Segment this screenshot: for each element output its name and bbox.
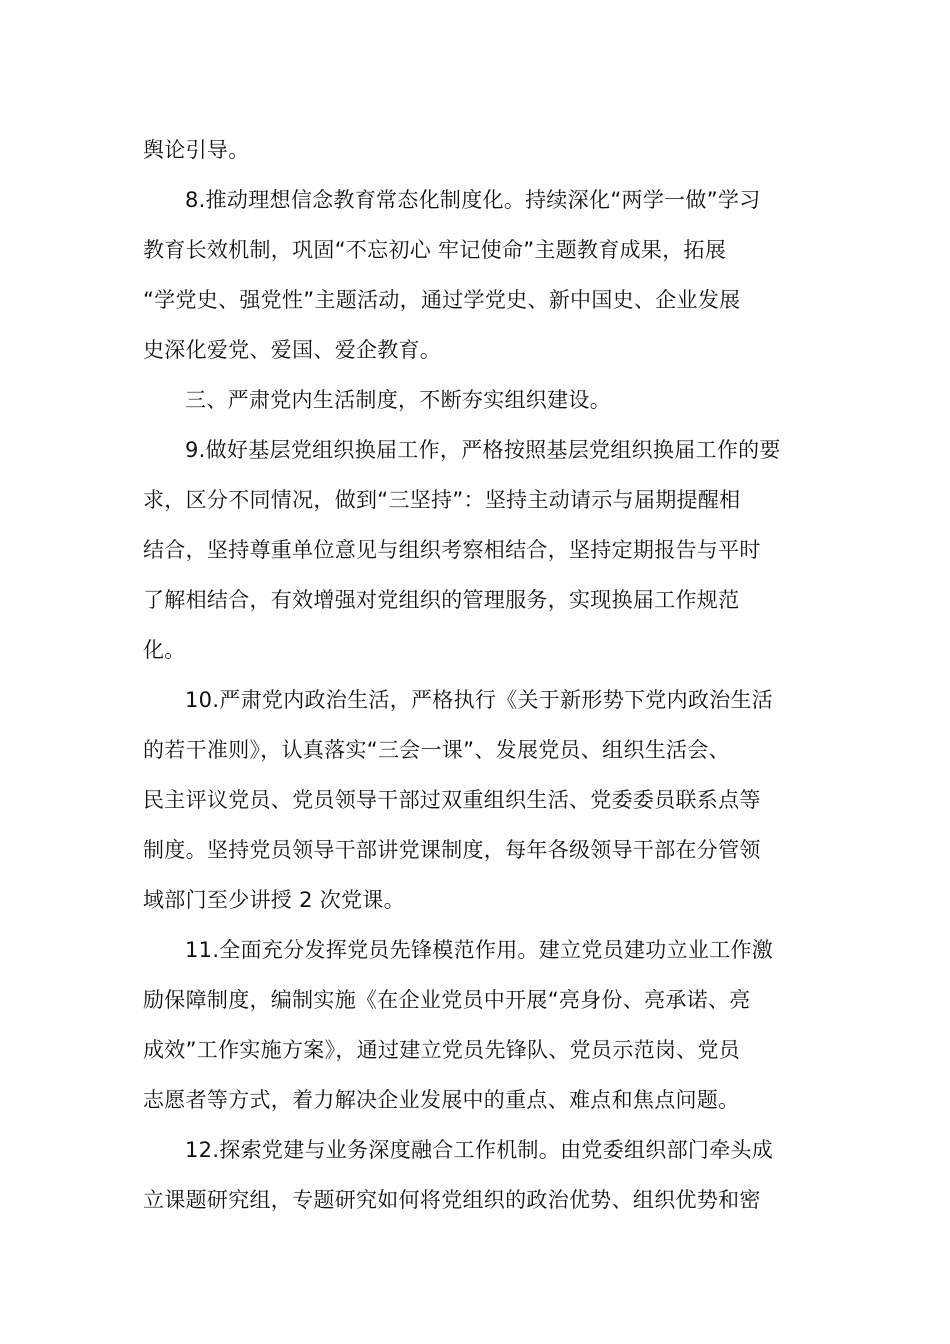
text-line: “学党史、强党性”主题活动，通过学党史、新中国史、企业发展 bbox=[143, 288, 741, 312]
paragraph-8-line-1: 8.推动理想信念教育常态化制度化。持续深化“两学一做”学习 bbox=[185, 188, 761, 212]
text-line: 求，区分不同情况，做到“三坚持”：坚持主动请示与届期提醒相 bbox=[143, 488, 741, 512]
text-line: 立课题研究组，专题研究如何将党组织的政治优势、组织优势和密 bbox=[143, 1188, 761, 1212]
text-line: 制度。坚持党员领导干部讲党课制度，每年各级领导干部在分管领 bbox=[143, 838, 761, 862]
text-line: 教育长效机制，巩固“不忘初心 牢记使命”主题教育成果，拓展 bbox=[143, 238, 727, 262]
paragraph-10-line-1: 10.严肃党内政治生活，严格执行《关于新形势下党内政治生活 bbox=[185, 688, 774, 712]
text-line: 化。 bbox=[143, 638, 186, 662]
text-line: 励保障制度，编制实施《在企业党员中开展“亮身份、亮承诺、亮 bbox=[143, 988, 751, 1012]
text-line: 志愿者等方式，着力解决企业发展中的重点、难点和焦点问题。 bbox=[143, 1088, 740, 1112]
text-line: 的若干准则》，认真落实“三会一课”、发展党员、组织生活会、 bbox=[143, 738, 730, 762]
text-line: 结合，坚持尊重单位意见与组织考察相结合，坚持定期报告与平时 bbox=[143, 538, 761, 562]
text-line: 舆论引导。 bbox=[143, 138, 250, 162]
paragraph-12-line-1: 12.探索党建与业务深度融合工作机制。由党委组织部门牵头成 bbox=[185, 1138, 774, 1162]
text-line: 成效”工作实施方案》，通过建立党员先锋队、党员示范岗、党员 bbox=[143, 1038, 741, 1062]
text-line: 域部门至少讲授 2 次党课。 bbox=[143, 888, 405, 912]
paragraph-11-line-1: 11.全面充分发挥党员先锋模范作用。建立党员建功立业工作激 bbox=[185, 938, 774, 962]
text-line: 了解相结合，有效增强对党组织的管理服务，实现换届工作规范 bbox=[143, 588, 740, 612]
paragraph-9-line-1: 9.做好基层党组织换届工作，严格按照基层党组织换届工作的要 bbox=[185, 438, 781, 462]
section-heading: 三、严肃党内生活制度，不断夯实组织建设。 bbox=[185, 388, 611, 412]
document-body bbox=[143, 125, 808, 1225]
text-line: 民主评议党员、党员领导干部过双重组织生活、党委委员联系点等 bbox=[143, 788, 761, 812]
text-line: 史深化爱党、爱国、爱企教育。 bbox=[143, 338, 442, 362]
